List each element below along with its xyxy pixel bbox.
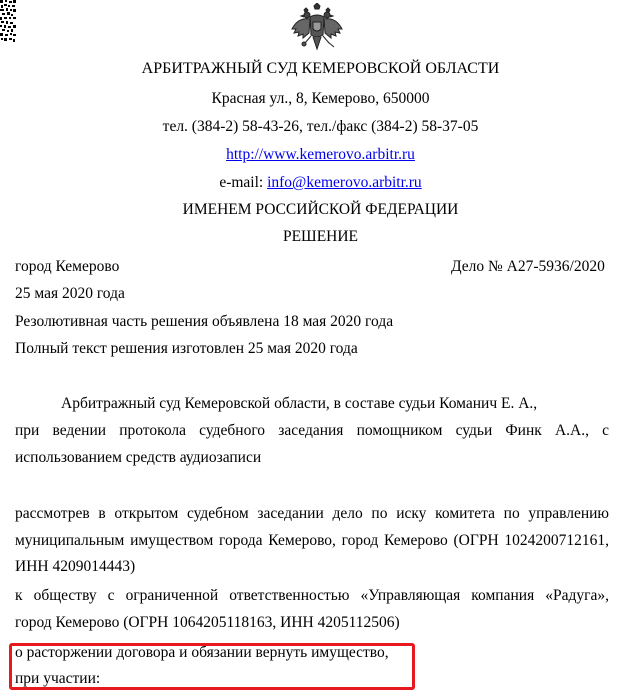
email-line [0,174,641,192]
paragraph-defendant: город Кемерово (ОГРН 1064205118163, ИНН 4205112506) [15,614,400,631]
paragraph-subject: о расторжении договора и обязании вернуть имущество, [15,644,389,661]
qr-code-icon [0,0,16,42]
city: город Кемерово [15,258,120,275]
paragraph-court-composition: использованием средств аудиозаписи [15,449,262,466]
court-address: Красная ул., 8, Кемерово, 650000 [211,90,430,107]
paragraph-defendant: к обществу с ограниченной ответственностью «Управляющая компания «Радуга», [15,587,609,604]
court-phones: тел. (384-2) 58-43-26, тел./факс (384-2) 58-37-05 [162,118,479,135]
website-link[interactable]: http://www.kemerovo.arbitr.ru [226,146,415,163]
document-type-heading: РЕШЕНИЕ [282,228,359,245]
paragraph-court-composition: Арбитражный суд Кемеровской области, в составе судьи Команич Е. А., [61,395,538,412]
resolution-date-line: Резолютивная часть решения объявлена 18 мая 2020 года [15,313,394,330]
email-label: e-mail: [219,174,268,191]
paragraph-participants: при участии: [15,670,101,687]
paragraph-claim: муниципальным имуществом города Кемерово, город Кемерово (ОГРН 1024200712161, [15,532,609,549]
paragraph-claim: рассмотрев в открытом судебном заседании дело по иску комитета по управлению [15,505,609,522]
court-name: АРБИТРАЖНЫЙ СУД КЕМЕРОВСКОЙ ОБЛАСТИ [141,60,500,77]
highlight-box [9,643,415,690]
paragraph-court-composition: при ведении протокола судебного заседания помощником судьи Финк А.А., с [15,422,609,439]
decision-date: 25 мая 2020 года [15,285,125,302]
coat-of-arms-icon [290,3,344,55]
full-text-date-line: Полный текст решения изготовлен 25 мая 2020 года [15,340,358,357]
case-number: Дело № А27-5936/2020 [451,258,605,275]
paragraph-claim: ИНН 4209014443) [15,558,136,575]
in-name-of-heading: ИМЕНЕМ РОССИЙСКОЙ ФЕДЕРАЦИИ [182,201,459,218]
email-link[interactable]: info@kemerovo.arbitr.ru [267,174,422,191]
